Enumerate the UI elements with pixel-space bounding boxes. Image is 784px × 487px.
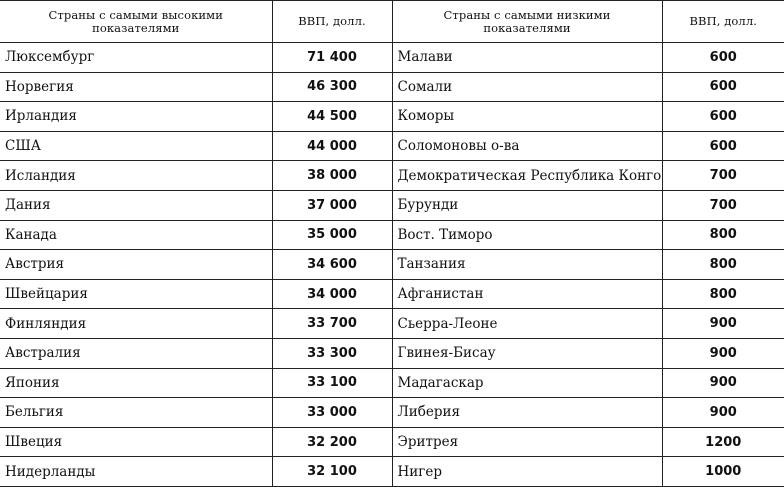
low-gdp-cell: 600 [662, 102, 784, 132]
header-high-countries: Страны с самыми высокими показателями [0, 1, 272, 43]
table-row [0, 368, 784, 398]
high-gdp-cell: 37 000 [272, 190, 392, 220]
high-gdp-cell: 33 100 [272, 368, 392, 398]
high-country-cell: Австралия [0, 338, 272, 368]
table-row [0, 398, 784, 428]
table-row [0, 190, 784, 220]
low-gdp-cell: 800 [662, 279, 784, 309]
high-gdp-cell: 71 400 [272, 43, 392, 73]
low-country-cell: Либерия [392, 398, 662, 428]
high-country-cell: Япония [0, 368, 272, 398]
high-gdp-cell: 32 200 [272, 427, 392, 457]
high-gdp-cell: 38 000 [272, 161, 392, 191]
table-row [0, 102, 784, 132]
table-row [0, 427, 784, 457]
low-gdp-cell: 700 [662, 161, 784, 191]
high-gdp-cell: 44 500 [272, 102, 392, 132]
table-row [0, 72, 784, 102]
high-country-cell: Ирландия [0, 102, 272, 132]
high-country-cell: Люксембург [0, 43, 272, 73]
table-row [0, 43, 784, 73]
low-gdp-cell: 600 [662, 72, 784, 102]
low-country-cell: Эритрея [392, 427, 662, 457]
low-gdp-cell: 900 [662, 338, 784, 368]
table-header-row [0, 1, 784, 43]
high-gdp-cell: 46 300 [272, 72, 392, 102]
high-country-cell: Исландия [0, 161, 272, 191]
high-country-cell: Норвегия [0, 72, 272, 102]
low-gdp-cell: 1000 [662, 457, 784, 487]
low-gdp-cell: 1200 [662, 427, 784, 457]
low-gdp-cell: 800 [662, 220, 784, 250]
header-low-countries: Страны с самыми низкими показателями [392, 1, 662, 43]
low-country-cell: Нигер [392, 457, 662, 487]
low-country-cell: Сомали [392, 72, 662, 102]
low-country-cell: Вост. Тиморо [392, 220, 662, 250]
high-gdp-cell: 33 700 [272, 309, 392, 339]
table-row [0, 131, 784, 161]
high-country-cell: Дания [0, 190, 272, 220]
header-low-gdp: ВВП, долл. [662, 1, 784, 43]
table-row [0, 457, 784, 487]
low-gdp-cell: 900 [662, 398, 784, 428]
high-country-cell: Австрия [0, 250, 272, 280]
high-gdp-cell: 33 000 [272, 398, 392, 428]
low-country-cell: Танзания [392, 250, 662, 280]
table-row [0, 279, 784, 309]
low-country-cell: Демократическая Республика Конго [392, 161, 662, 191]
low-country-cell: Коморы [392, 102, 662, 132]
high-country-cell: Швейцария [0, 279, 272, 309]
high-gdp-cell: 34 000 [272, 279, 392, 309]
high-gdp-cell: 44 000 [272, 131, 392, 161]
high-country-cell: Швеция [0, 427, 272, 457]
high-gdp-cell: 35 000 [272, 220, 392, 250]
high-country-cell: Финляндия [0, 309, 272, 339]
low-country-cell: Сьерра-Леоне [392, 309, 662, 339]
high-country-cell: Канада [0, 220, 272, 250]
high-gdp-cell: 32 100 [272, 457, 392, 487]
high-gdp-cell: 34 600 [272, 250, 392, 280]
low-country-cell: Малави [392, 43, 662, 73]
table-row [0, 220, 784, 250]
low-gdp-cell: 700 [662, 190, 784, 220]
table-row [0, 250, 784, 280]
low-country-cell: Афганистан [392, 279, 662, 309]
low-country-cell: Бурунди [392, 190, 662, 220]
table-body [0, 43, 784, 487]
high-country-cell: США [0, 131, 272, 161]
table-row [0, 309, 784, 339]
high-gdp-cell: 33 300 [272, 338, 392, 368]
high-country-cell: Нидерланды [0, 457, 272, 487]
table-row [0, 161, 784, 191]
low-gdp-cell: 800 [662, 250, 784, 280]
low-gdp-cell: 900 [662, 368, 784, 398]
header-high-gdp: ВВП, долл. [272, 1, 392, 43]
low-country-cell: Мадагаскар [392, 368, 662, 398]
low-country-cell: Соломоновы о-ва [392, 131, 662, 161]
high-country-cell: Бельгия [0, 398, 272, 428]
low-gdp-cell: 600 [662, 131, 784, 161]
low-gdp-cell: 900 [662, 309, 784, 339]
table-row [0, 338, 784, 368]
low-country-cell: Гвинея-Бисау [392, 338, 662, 368]
low-gdp-cell: 600 [662, 43, 784, 73]
